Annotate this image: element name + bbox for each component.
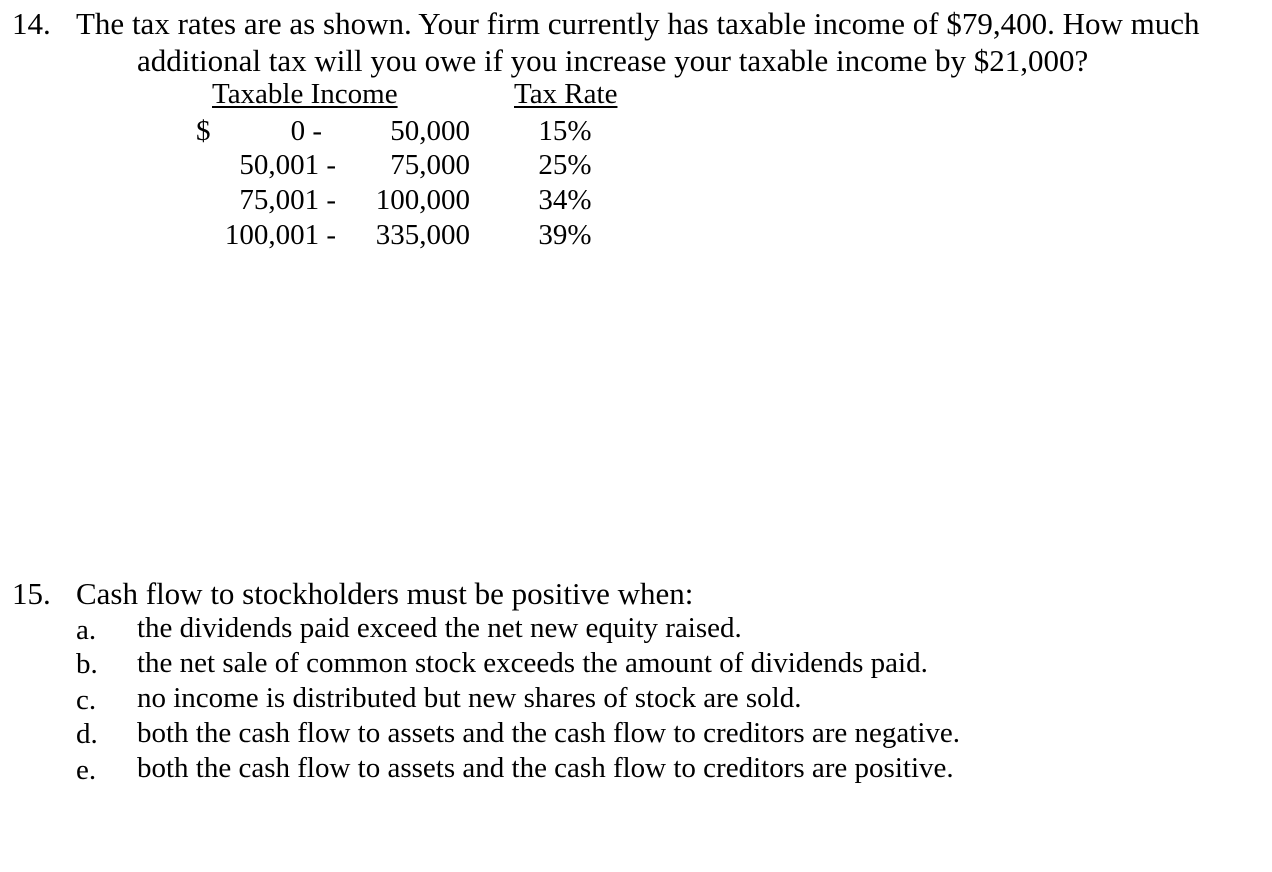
- row1-rate: 15%: [538, 115, 592, 147]
- row3-to: 100,000: [375, 184, 470, 216]
- choice-a-text: the dividends paid exceed the net new equity raised.: [137, 612, 742, 644]
- row3-from: 75,001 -: [239, 184, 336, 216]
- row4-to: 335,000: [375, 219, 470, 251]
- choice-c-letter: c.: [76, 684, 97, 716]
- row4-rate: 39%: [538, 219, 592, 251]
- choice-b-letter: b.: [76, 648, 98, 680]
- row3-rate: 34%: [538, 184, 592, 216]
- q14-number: 14.: [12, 6, 51, 41]
- q15-stem: Cash flow to stockholders must be positive when:: [76, 576, 694, 611]
- row2-to: 75,000: [390, 149, 470, 181]
- header-taxable-income: Taxable Income: [212, 78, 398, 110]
- row4-from: 100,001 -: [224, 219, 336, 251]
- row1-from: 0 -: [290, 115, 322, 147]
- choice-e-text: both the cash flow to assets and the cash flow to creditors are positive.: [137, 752, 954, 784]
- choice-c-text: no income is distributed but new shares of stock are sold.: [137, 682, 802, 714]
- choice-a-letter: a.: [76, 614, 97, 646]
- row2-from: 50,001 -: [239, 149, 336, 181]
- choice-d-letter: d.: [76, 718, 98, 750]
- row1-to: 50,000: [390, 115, 470, 147]
- row2-rate: 25%: [538, 149, 592, 181]
- choice-d-text: both the cash flow to assets and the cash flow to creditors are negative.: [137, 717, 961, 749]
- header-tax-rate: Tax Rate: [514, 78, 618, 110]
- choice-e-letter: e.: [76, 754, 97, 786]
- choice-b-text: the net sale of common stock exceeds the amount of dividends paid.: [137, 647, 928, 679]
- q14-stem-line1: The tax rates are as shown. Your firm currently has taxable income of $79,400. How much: [76, 6, 1200, 41]
- currency-symbol: $: [196, 115, 211, 147]
- q14-stem-line2: additional tax will you owe if you increase your taxable income by $21,000?: [137, 43, 1089, 78]
- q15-number: 15.: [12, 576, 51, 611]
